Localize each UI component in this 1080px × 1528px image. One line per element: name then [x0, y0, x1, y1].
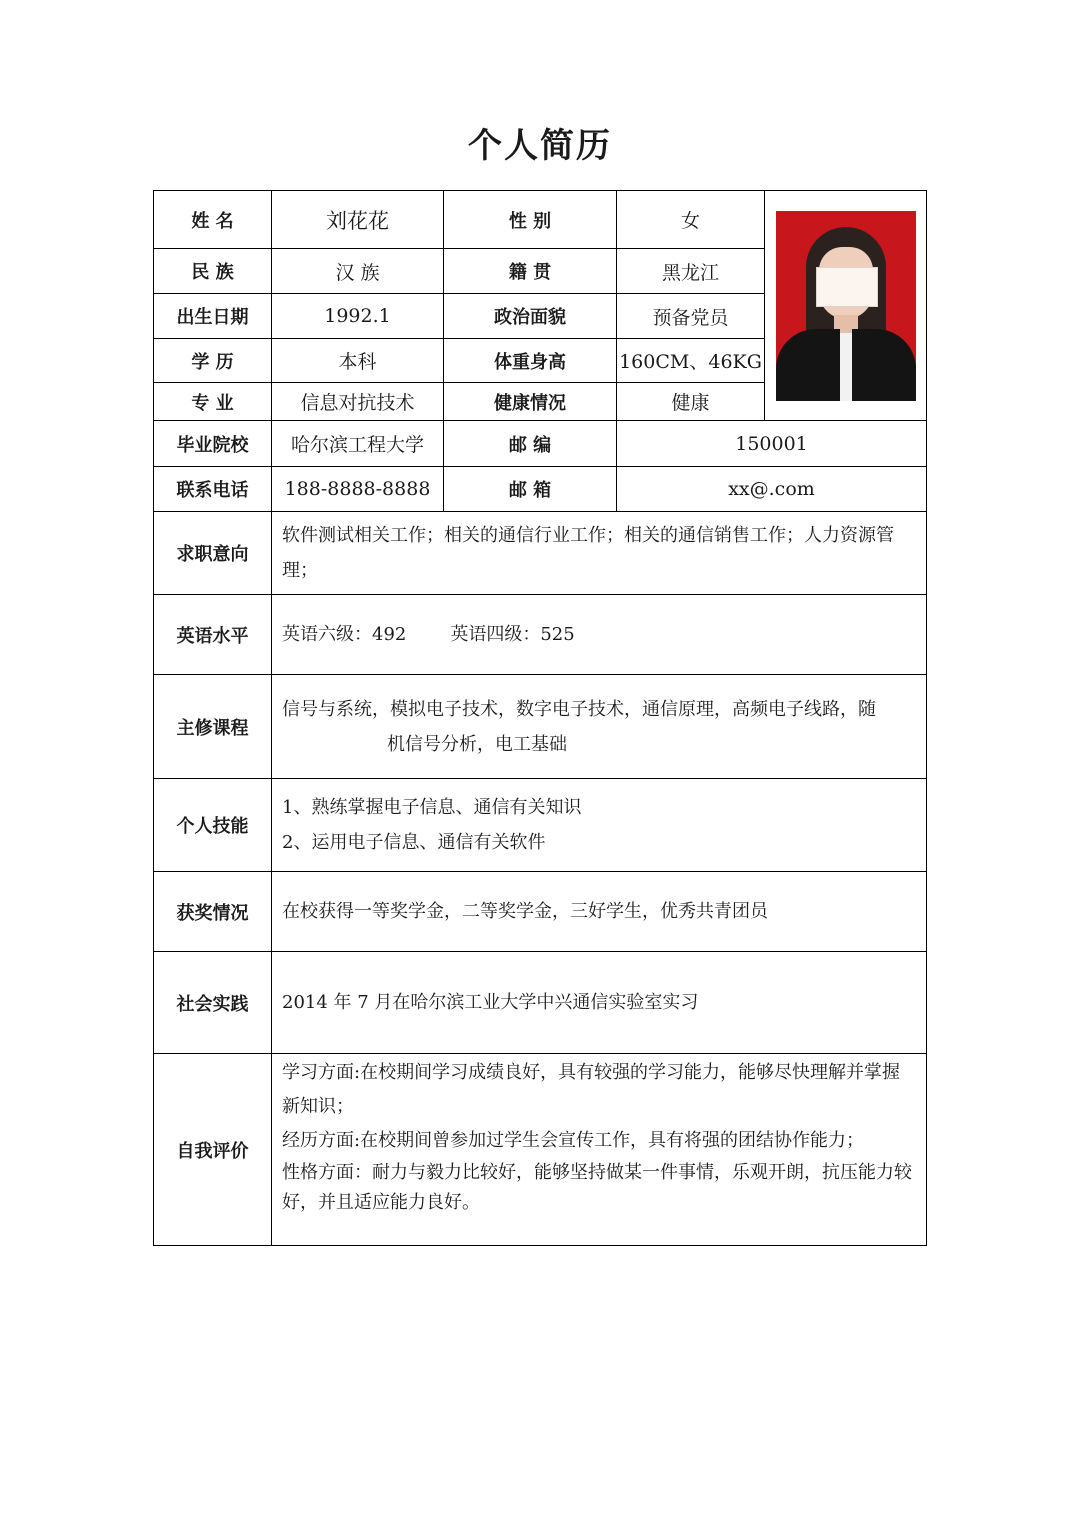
email-value: xx@.com [617, 467, 927, 512]
political-label: 政治面貌 [444, 294, 617, 339]
english-text [272, 595, 927, 675]
education-value: 本科 [272, 339, 444, 383]
name-label: 姓 名 [154, 191, 272, 249]
resume-table [153, 190, 927, 1246]
row-courses [154, 675, 927, 779]
courses-label: 主修课程 [154, 675, 272, 779]
political-value: 预备党员 [617, 294, 765, 339]
zip-value: 150001 [617, 421, 927, 467]
ethnicity-label: 民 族 [154, 249, 272, 294]
major-label: 专 业 [154, 383, 272, 421]
skills-label: 个人技能 [154, 779, 272, 872]
self-experience: 经历方面:在校期间曾参加过学生会宣传工作，具有将强的团结协作能力； [282, 1130, 865, 1151]
row-awards [154, 872, 927, 952]
row-objective [154, 512, 927, 595]
name-value: 刘花花 [272, 191, 444, 249]
skill-item-1: 1、熟练掌握电子信息、通信有关知识 [282, 797, 582, 818]
major-value: 信息对抗技术 [272, 383, 444, 421]
row-practice [154, 952, 927, 1054]
body-label: 体重身高 [444, 339, 617, 383]
objective-label: 求职意向 [154, 512, 272, 595]
row-phone [154, 467, 927, 512]
cet4-score: 英语四级：525 [450, 624, 575, 645]
email-label: 邮 箱 [444, 467, 617, 512]
education-label: 学 历 [154, 339, 272, 383]
practice-label: 社会实践 [154, 952, 272, 1054]
birth-value: 1992.1 [272, 294, 444, 339]
gender-value: 女 [617, 191, 765, 249]
self-evaluation-label: 自我评价 [154, 1054, 272, 1246]
cet6-score: 英语六级：492 [282, 624, 407, 645]
practice-text: 2014 年 7 月在哈尔滨工业大学中兴通信实验室实习 [272, 952, 927, 1054]
courses-line-1: 信号与系统，模拟电子技术，数字电子技术，通信原理，高频电子线路，随 [282, 698, 876, 720]
row-name [154, 191, 927, 249]
school-value: 哈尔滨工程大学 [272, 421, 444, 467]
self-personality: 性格方面：耐力与毅力比较好，能够坚持做某一件事情，乐观开朗，抗压能力较好，并且适应能力良好。 [282, 1162, 912, 1213]
phone-value: 188-8888-8888 [272, 467, 444, 512]
awards-label: 获奖情况 [154, 872, 272, 952]
hometown-value: 黑龙江 [617, 249, 765, 294]
body-value: 160CM、46KG [617, 339, 765, 383]
courses-line-2: 机信号分析，电工基础 [387, 733, 567, 755]
self-study: 学习方面:在校期间学习成绩良好，具有较强的学习能力，能够尽快理解并掌握新知识； [282, 1062, 901, 1117]
zip-label: 邮 编 [444, 421, 617, 467]
page-title: 个人简历 [468, 126, 612, 166]
english-label: 英语水平 [154, 595, 272, 675]
phone-label: 联系电话 [154, 467, 272, 512]
row-skills [154, 779, 927, 872]
photo-cell [765, 191, 927, 421]
school-label: 毕业院校 [154, 421, 272, 467]
awards-text: 在校获得一等奖学金，二等奖学金，三好学生，优秀共青团员 [272, 872, 927, 952]
objective-text: 软件测试相关工作；相关的通信行业工作；相关的通信销售工作；人力资源管理； [272, 512, 927, 595]
health-label: 健康情况 [444, 383, 617, 421]
row-self-evaluation [154, 1054, 927, 1246]
skill-item-2: 2、运用电子信息、通信有关软件 [282, 832, 546, 853]
row-english [154, 595, 927, 675]
id-photo [776, 211, 916, 401]
ethnicity-value: 汉 族 [272, 249, 444, 294]
skills-text [272, 779, 927, 872]
row-school [154, 421, 927, 467]
birth-label: 出生日期 [154, 294, 272, 339]
gender-label: 性 别 [444, 191, 617, 249]
self-evaluation-text [272, 1054, 927, 1246]
health-value: 健康 [617, 383, 765, 421]
courses-text [272, 675, 927, 779]
hometown-label: 籍 贯 [444, 249, 617, 294]
